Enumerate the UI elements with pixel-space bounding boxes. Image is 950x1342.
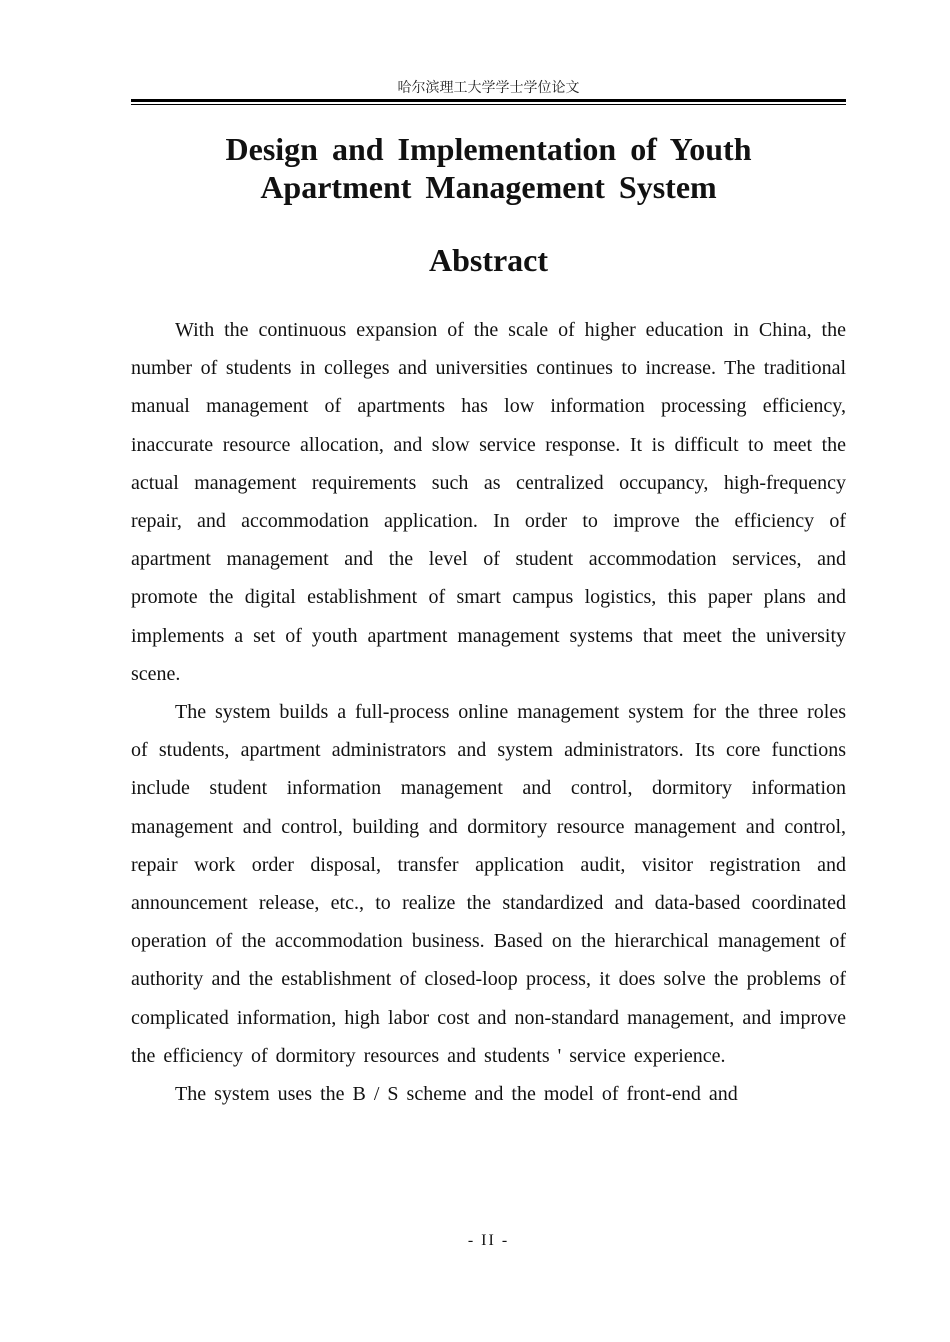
- abstract-paragraph-1: With the continuous expansion of the scale of higher education in China, the number of students in colleges and universities continues to increase. The traditional manual management of apartments has low information processing efficiency, inaccurate resource allocation, and slow service response. It is difficult to meet the actual management requirements such as centralized occupancy, high-frequency repair, and accommodation application. In order to improve the efficiency of apartment management and the level of student accommodation services, and promote the digital establishment of smart campus logistics, this paper plans and implements a set of youth apartment management systems that meet the university scene.: [131, 319, 846, 685]
- paper-title: [131, 130, 846, 206]
- header-rule-thick: [131, 99, 846, 102]
- abstract-paragraph-3: The system uses the B / S scheme and the model of front-end and: [175, 1083, 738, 1106]
- page-number: - II -: [467, 1232, 510, 1249]
- paper-title-line-1: Design and Implementation of Youth: [225, 131, 752, 167]
- running-header: 哈尔滨理工大学学士学位论文: [397, 80, 580, 96]
- abstract-heading: Abstract: [428, 242, 549, 278]
- abstract-paragraph-2: The system builds a full-process online management system for the three roles of students, apartment administrators and system administrators. Its core functions include student information management and control, dormitory information management and control, building and dormitory resource management and control, repair work order disposal, transfer application audit, visitor registration and announcement release, etc., to realize the standardized and data-based coordinated operation of the accommodation business. Based on the hierarchical management of authority and the establishment of closed-loop process, it does solve the problems of complicated information, high labor cost and non-standard management, and improve the efficiency of dormitory resources and students ' service experience.: [131, 701, 846, 1067]
- header-rule-thin: [131, 104, 846, 105]
- paper-title-line-2: Apartment Management System: [260, 169, 717, 205]
- abstract-body: [131, 311, 846, 1226]
